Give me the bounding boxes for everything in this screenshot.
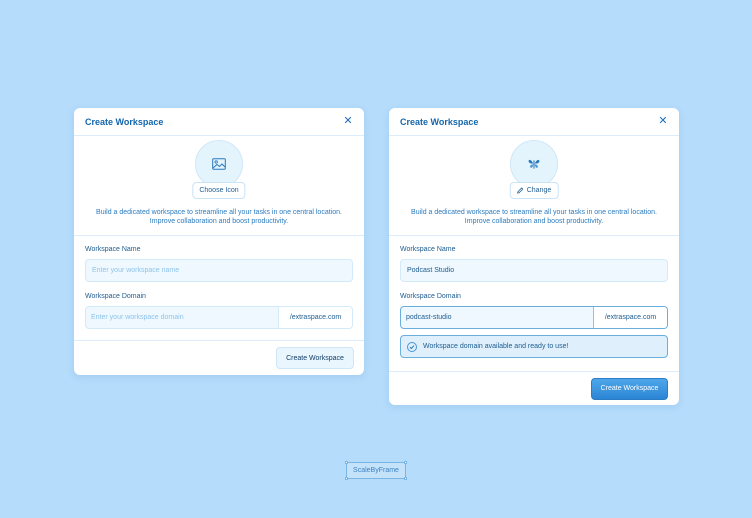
workspace-name-input[interactable]: Enter your workspace name <box>85 259 353 282</box>
workspace-name-label: Workspace Name <box>400 246 456 253</box>
create-workspace-dialog-filled <box>389 108 679 405</box>
workspace-icon-picker <box>389 136 679 200</box>
frame-handle <box>345 477 348 480</box>
workspace-name-input[interactable]: Podcast Studio <box>400 259 668 282</box>
scalebyframe-watermark <box>346 462 406 479</box>
workspace-form <box>389 236 679 358</box>
change-icon-label: Change <box>526 187 552 194</box>
dialog-header <box>389 108 679 136</box>
close-icon[interactable]: ✕ <box>343 115 353 127</box>
dialog-description: Build a dedicated workspace to streamline all your tasks in one central location. Improve collaboration and boost productivity. <box>411 209 657 225</box>
watermark-text: ScaleByFrame <box>353 467 399 474</box>
status-message: Workspace domain available and ready to use! <box>423 343 569 350</box>
dialog-title: Create Workspace <box>400 116 479 127</box>
frame-handle <box>404 461 407 464</box>
workspace-icon-preview[interactable] <box>510 140 558 188</box>
image-icon <box>212 158 226 170</box>
workspace-form <box>74 236 364 329</box>
workspace-icon-picker <box>74 136 364 200</box>
workspace-domain-input[interactable]: podcast-studio <box>406 314 452 321</box>
workspace-domain-input[interactable]: Enter your workspace domain <box>91 314 184 321</box>
dialog-description: Build a dedicated workspace to streamline all your tasks in one central location. Improve collaboration and boost productivity. <box>96 209 342 225</box>
close-icon[interactable]: ✕ <box>658 115 668 127</box>
choose-icon-label: Choose Icon <box>199 187 239 194</box>
workspace-icon-placeholder[interactable] <box>195 140 243 188</box>
dialog-footer <box>389 371 679 405</box>
butterfly-icon <box>527 157 541 171</box>
domain-availability-status <box>400 335 668 358</box>
workspace-domain-field <box>400 306 668 329</box>
domain-suffix: /extraspace.com <box>593 307 667 328</box>
choose-icon-button[interactable] <box>192 182 245 199</box>
change-icon-button[interactable] <box>510 182 559 199</box>
dialog-title: Create Workspace <box>85 116 164 127</box>
check-circle-icon <box>407 342 417 352</box>
frame-handle <box>404 477 407 480</box>
dialog-footer <box>74 340 364 375</box>
dialog-header <box>74 108 364 136</box>
create-workspace-dialog-empty <box>74 108 364 375</box>
workspace-domain-field <box>85 306 353 329</box>
workspace-name-label: Workspace Name <box>85 246 141 253</box>
workspace-domain-label: Workspace Domain <box>400 293 461 300</box>
create-workspace-button[interactable]: Create Workspace <box>276 347 354 369</box>
frame-handle <box>345 461 348 464</box>
workspace-domain-label: Workspace Domain <box>85 293 146 300</box>
pencil-icon <box>517 187 524 194</box>
domain-suffix: /extraspace.com <box>278 307 352 328</box>
create-workspace-button[interactable]: Create Workspace <box>591 378 668 400</box>
